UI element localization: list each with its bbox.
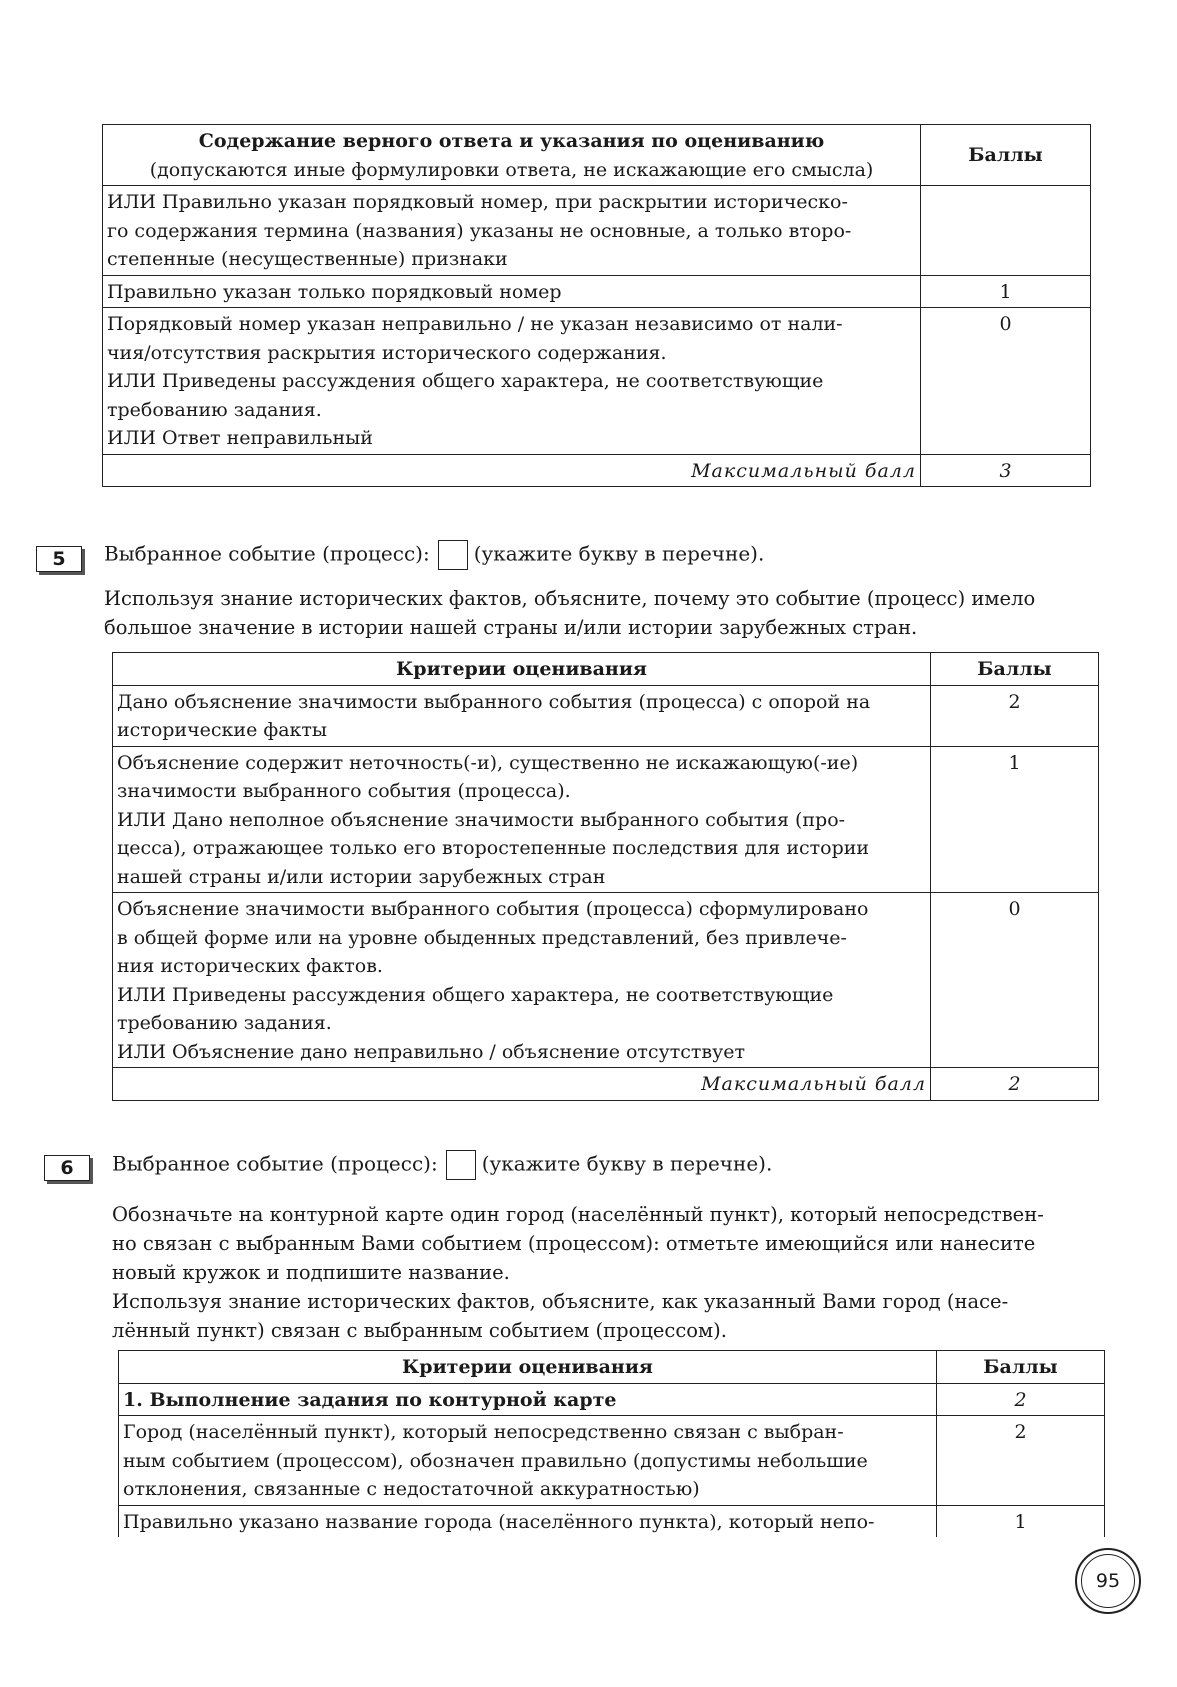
task6-label: Выбранное событие (процесс): — [112, 1151, 438, 1176]
criterion-text: Порядковый номер указан неправильно / не указан независимо от нали- чия/отсутствия раскрытия исторического содержания. ИЛИ Приведены рассуждения общего характера, не соответствующие требованию задания. ИЛИ Ответ неправильный — [103, 308, 921, 455]
criterion-score: 1 — [937, 1505, 1105, 1537]
page-number: 95 — [1081, 1554, 1135, 1608]
max-score-row — [103, 454, 1091, 487]
task6-hint: (укажите букву в перечне). — [481, 1151, 773, 1176]
task5-hint: (укажите букву в перечне). — [473, 541, 765, 566]
table-row — [103, 275, 1091, 308]
table-row — [103, 186, 1091, 276]
task5-label: Выбранное событие (процесс): — [104, 541, 430, 566]
section-row — [119, 1383, 1105, 1416]
criterion-text: Город (населённый пункт), который непосредственно связан с выбран- ным событием (процессом), обозначен правильно (допустимы небольшие отклонения, связанные с недостаточной аккуратностью) — [119, 1416, 937, 1506]
criterion-score — [921, 186, 1091, 276]
task6-selected-event-line — [112, 1150, 772, 1180]
criterion-score: 2 — [931, 685, 1099, 746]
scoring-table-task6 — [118, 1350, 1105, 1537]
table-header-score: Баллы — [931, 653, 1099, 686]
page-number-badge — [1075, 1548, 1141, 1614]
criterion-text: Правильно указан только порядковый номер — [103, 275, 921, 308]
max-score-value: 3 — [921, 454, 1091, 487]
criterion-text: Правильно указано название города (населённого пункта), который непо- — [119, 1505, 937, 1537]
criterion-score: 0 — [921, 308, 1091, 455]
table-row — [113, 893, 1099, 1068]
max-score-label: Максимальный балл — [103, 454, 921, 487]
criterion-text: ИЛИ Правильно указан порядковый номер, при раскрытии историческо- го содержания термина (названия) указаны не основные, а только второ- степенные (несущественные) признаки — [103, 186, 921, 276]
table-header-criteria: Содержание верного ответа и указания по оцениванию (допускаются иные формулировки ответа, не искажающие его смысла) — [103, 125, 921, 186]
criterion-text: Дано объяснение значимости выбранного события (процесса) с опорой на исторические факты — [113, 685, 931, 746]
max-score-label: Максимальный балл — [113, 1068, 931, 1101]
table-row — [113, 685, 1099, 746]
task6-answer-box[interactable] — [446, 1150, 476, 1180]
task5-instructions: Используя знание исторических фактов, объясните, почему это событие (процесс) имело большое значение в истории нашей страны и/или истории зарубежных стран. — [104, 587, 1036, 639]
table-header-criteria: Критерии оценивания — [119, 1351, 937, 1384]
criterion-score: 1 — [921, 275, 1091, 308]
table-header-row — [119, 1351, 1105, 1384]
table-header-row — [103, 125, 1091, 186]
table-row — [113, 746, 1099, 893]
table-row — [119, 1416, 1105, 1506]
max-score-value: 2 — [931, 1068, 1099, 1101]
criterion-score: 1 — [931, 746, 1099, 893]
table-header-row — [113, 653, 1099, 686]
criterion-score: 0 — [931, 893, 1099, 1068]
task-number-5: 5 — [36, 546, 82, 572]
section-score: 2 — [937, 1383, 1105, 1416]
table-header-note: (допускаются иные формулировки ответа, не искажающие его смысла) — [149, 158, 874, 181]
task5-answer-box[interactable] — [438, 540, 468, 570]
criterion-text: Объяснение значимости выбранного события (процесса) сформулировано в общей форме или на уровне обыденных представлений, без привлече- ния исторических фактов. ИЛИ Приведены рассуждения общего характера, не соответствующие требованию задания. ИЛИ Объяснение дано неправильно / объяснение отсутствует — [113, 893, 931, 1068]
max-score-row — [113, 1068, 1099, 1101]
scoring-table-task4 — [102, 124, 1091, 487]
table-row — [103, 308, 1091, 455]
table-header-score: Баллы — [937, 1351, 1105, 1384]
table-header-score: Баллы — [921, 125, 1091, 186]
criterion-score: 2 — [937, 1416, 1105, 1506]
task-number-6: 6 — [44, 1155, 90, 1181]
scoring-table-task5 — [112, 652, 1099, 1101]
section-title: 1. Выполнение задания по контурной карте — [119, 1383, 937, 1416]
task5-selected-event-line — [104, 540, 764, 570]
task6-instructions: Обозначьте на контурной карте один город (населённый пункт), который непосредствен- но связан с выбранным Вами событием (процессом): отметьте имеющийся или нанесите новый кружок и подпишите название. Используя знание исторических фактов, объясните, как указанный Вами город (насе- лённый пункт) связан с выбранным событием (процессом). — [112, 1203, 1044, 1342]
table-row — [119, 1505, 1105, 1537]
table-header-criteria: Критерии оценивания — [113, 653, 931, 686]
criterion-text: Объяснение содержит неточность(-и), существенно не искажающую(-ие) значимости выбранного события (процесса). ИЛИ Дано неполное объяснение значимости выбранного события (про- цесса), отражающее только его второстепенные последствия для истории нашей страны и/или истории зарубежных стран — [113, 746, 931, 893]
